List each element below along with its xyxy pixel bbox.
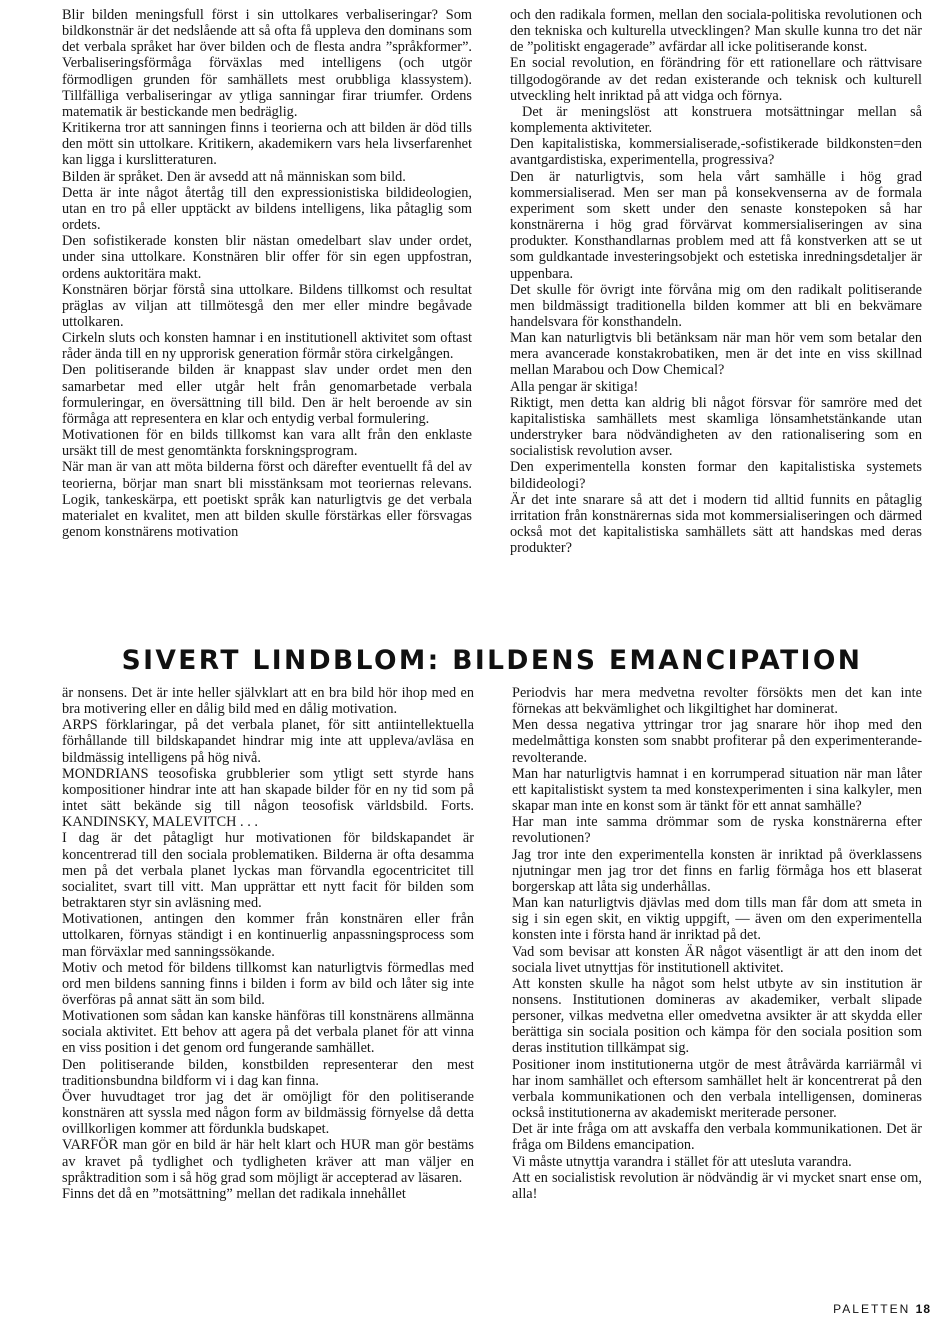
paragraph: Motivationen som sådan kan kanske hänföras till konstnärens allmänna sociala aktivitet. Ett behov att agera på det verbala planet för att vinna en viss position i det genom ord fungerande samhället. <box>62 1008 474 1057</box>
paragraph: Den sofistikerade konsten blir nästan omedelbart slav under ordet, under sina uttolkare. Konstnären blir offer för sin egen uppfostran, ordens auktoritära makt. <box>62 233 472 282</box>
column-top-left <box>62 7 472 540</box>
article-headline: SIVERT LINDBLOM: BILDENS EMANCIPATION <box>121 645 863 676</box>
paragraph: Har man inte samma drömmar som de ryska konstnärerna efter revolutionen? <box>512 814 922 847</box>
paragraph: Den politiserande bilden är knappast slav under ordet men den samarbetar med eller utgår helt från genomarbetade verbala formuleringar, en översättning till bild. Den är helt beroende av sin förmåga att representera en klar och entydig verbal formulering. <box>62 362 472 427</box>
paragraph: MONDRIANS teosofiska grubblerier som ytligt sett styrde hans kompositioner hindrar inte att han skapade bilder för en ny tid som på intet sätt bekände sig till någon teosofisk världsbild. Forts. KANDINSKY, MALEVITCH . . . <box>62 765 474 831</box>
paragraph: Motiv och metod för bildens tillkomst kan naturligtvis förmedlas med ord men bildens sanning finns i bilden i form av bild och låter sig inte överföras på annat sätt än som bild. <box>62 959 474 1008</box>
paragraph: Periodvis har mera medvetna revolter försökts men det kan inte förnekas att bekvämlighet och likgiltighet har dominerat. <box>512 685 922 718</box>
paragraph: Kritikerna tror att sanningen finns i teorierna och att bilden är död tills den mött sin uttolkare. Kritikern, akademikern vars hela livserfarenhet kan ligga i kurslitteraturen. <box>62 120 472 169</box>
paragraph: Den kapitalistiska, kommersialiserade,-sofistikerade bildkonsten=den avantgardistiska, experimentella, progressiva? <box>510 136 922 169</box>
page-footer <box>833 1302 931 1316</box>
paragraph: Vad som bevisar att konsten ÄR något väsentligt är att den inom det sociala livet utnyttjas för institutionell aktivitet. <box>512 943 922 976</box>
column-bottom-left <box>62 685 474 1202</box>
paragraph: Detta är inte något återtåg till den expressionistiska bildideologien, utan en tro på eller upptäckt av bildens intelligens, lika påtaglig som ordets. <box>62 184 472 234</box>
paragraph: Är det inte snarare så att det i modern tid alltid funnits en påtaglig irritation från konstnärernas sida mot kommersialiseringen och därmed också mot det kapitalistiska samhällets sätt att handskas med deras produkter? <box>510 491 922 557</box>
paragraph: Det är inte fråga om att avskaffa den verbala kommunikationen. Det är fråga om Bildens emancipation. <box>512 1121 922 1154</box>
column-bottom-right <box>512 685 922 1202</box>
paragraph: Den är naturligtvis, som hela vårt samhälle i hög grad kommersialiserad. Men ser man på konsekvenserna av de formala experiment som skett under den senaste konstepoken så har konstnärerna i hög grad förvärvat kommersialiseringen av sina produkter. Konsthandlarnas problem med att få konstverken att se ut som guldkantade investeringsobjekt och estetiska inredningsdetaljer är uppenbara. <box>510 168 922 282</box>
paragraph: Finns det då en ”motsättning” mellan det radikala innehållet <box>62 1185 406 1202</box>
paragraph: Men dessa negativa yttringar tror jag snarare hör ihop med den medelmåttiga konsten som snabbt profiterar på den experimenterande-revolterande. <box>512 717 922 766</box>
paragraph: När man är van att möta bilderna först och därefter eventuellt få del av teorierna, börjar man snart bli misstänksam mot teoriernas relevans. Logik, tankeskärpa, ett poetiskt språk kan naturligtvis ge det verbala materialet en kvalitet, men att bilden skulle förstärkas eller försvagas genom konstnärens motivation <box>62 459 472 540</box>
paragraph: VARFÖR man gör en bild är här helt klart och HUR man gör bestäms av kravet på tydlighet och tydligheten kräver att man väljer en språktradition som i så hög grad som möjligt är accepterad av läsaren. <box>62 1137 474 1186</box>
paragraph: Motivationen för en bilds tillkomst kan vara allt från den enklaste ursäkt till de mest genomtänkta forskningsprogram. <box>62 427 472 460</box>
magazine-name: PALETTEN <box>833 1302 911 1316</box>
paragraph: ARPS förklaringar, på det verbala planet, för sitt antiintellektuella förhållande till bildskapandet hindrar mig inte att uppleva/avläsa en bildmässig intelligens på hög nivå. <box>62 717 474 766</box>
paragraph: och den radikala formen, mellan den sociala-politiska revolutionen och den tekniska och kulturella utvecklingen? Man skulle kunna tro det när de ”politiskt engagerade” avfärdar all icke politiserande konst. <box>510 7 922 56</box>
paragraph: är nonsens. Det är inte heller självklart att en bra bild hör ihop med en bra motivering eller en dålig bild med en dålig motivation. <box>62 685 474 718</box>
paragraph: Jag tror inte den experimentella konsten är inriktad på överklassens njutningar men jag tror det finns en farlig förmåga hos ett blaserat borgerskap att låta sig underhållas. <box>512 846 922 895</box>
paragraph: Den experimentella konsten formar den kapitalistiska systemets bildideologi? <box>510 459 922 492</box>
paragraph: Man kan naturligtvis bli betänksam när man hör vem som betalar den mera avancerade konstakrobatiken, men är det inte en viss skillnad mellan Marabou och Dow Chemical? <box>510 330 922 379</box>
paragraph: En social revolution, en förändring för ett rationellare och rättvisare tillgodogörande av det redan existerande och teknisk och kulturell utveckling helt inriktad på att vidga och förnya. <box>510 55 922 104</box>
paragraph: Konstnären börjar förstå sina uttolkare. Bildens tillkomst och resultat präglas av viljan att tillmötesgå den mer eller mindre begåvade uttolkaren. <box>62 281 472 330</box>
paragraph: Över huvudtaget tror jag det är omöjligt för den politiserande konstnären att syssla med någon form av bildmässig förnyelse då detta ovillkorligen kommer att fördunkla budskapet. <box>62 1088 474 1138</box>
paragraph: Att konsten skulle ha något som helst utbyte av sin institution är nonsens. Institutionen domineras av akademiker, verbalt slipade personer, vilkas medvetna eller omedvetna avsikter är att skydda eller berättiga sin sociala position och kämpa för den sociala position som deras institution tillkämpat sig. <box>512 975 922 1057</box>
paragraph: Alla pengar är skitiga! <box>510 378 639 395</box>
paragraph: Att en socialistisk revolution är nödvändig är vi mycket snart ense om, alla! <box>512 1169 922 1202</box>
paragraph: Man kan naturligtvis djävlas med dom tills man får dom att smeta in sig i sin egen skit, en viktig uppgift, — även om den experimentella konsten inte i första hand är inriktad på det. <box>512 895 922 944</box>
paragraph: Riktigt, men detta kan aldrig bli något försvar för samröre med det kapitalistiska samhällets mest skamliga lönsamhetstänkande utan understryker bara nödvändigheten av den rationalisering som en socialistisk revolution avser. <box>510 394 922 460</box>
paragraph: Vi måste utnyttja varandra i stället för att utesluta varandra. <box>512 1153 852 1170</box>
paragraph: Man har naturligtvis hamnat i en korrumperad situation när man låter ett kapitalistiskt system ta med konstexperimenten i sina kalkyler, men skapar man inte en konst som är tänkt för ett annat samhälle? <box>512 765 922 815</box>
column-top-right <box>510 7 922 556</box>
paragraph: Det är meningslöst att konstruera motsättningar mellan så komplementa aktiviteter. <box>510 103 922 137</box>
paragraph: Det skulle för övrigt inte förvåna mig om den radikalt politiserande men bildmässigt traditionella bilden kommer att bli en bekvämare handelsvara för konsthandeln. <box>510 281 922 330</box>
paragraph: I dag är det påtagligt hur motivationen för bildskapandet är koncentrerad till den sociala problematiken. Bilderna är ofta desamma men på det verbala planet lyckas man förvandla egocentricitet till socialitet, svart till vitt. Man upprättar ett nytt facit för bilden som betraktaren styr sin avläsning med. <box>62 830 474 912</box>
paragraph: Bilden är språket. Den är avsedd att nå människan som bild. <box>62 168 406 185</box>
page-number: 18 <box>915 1302 931 1316</box>
paragraph: Motivationen, antingen den kommer från konstnären eller från uttolkaren, förnyas ständigt i en kontinuerlig anpassningsprocess som man förväxlar med sanningssökande. <box>62 911 474 960</box>
paragraph: Blir bilden meningsfull först i sin uttolkares verbaliseringar? Som bildkonstnär är det nedslående att så ofta få uppleva den dominans som det verbala språket har över bilden och de flesta andra ”språkformer”. Verbaliseringsförmåga förväxlas med intelligens (och utgör förmodligen grunden för samhällets mest orubbliga klassystem). Tillfälliga verbaliseringar av ytliga sanningar firar triumfer. Ordens matematik är bestickande men bedräglig. <box>62 7 472 120</box>
paragraph: Positioner inom institutionerna utgör de mest åtråvärda karriärmål vi har inom samhället och eftersom samhället helt är koncentrerat på den verbala kommunikationen och den verbala intelligensen, domineras också institutionerna av akademiskt meriterade personer. <box>512 1056 922 1122</box>
paragraph: Den politiserande bilden, konstbilden representerar den mest traditionsbundna bildform vi i dag kan finna. <box>62 1056 474 1089</box>
paragraph: Cirkeln sluts och konsten hamnar i en institutionell aktivitet som oftast råder ända till en ny upprorisk generation förmår störa cirkelgången. <box>62 330 472 363</box>
